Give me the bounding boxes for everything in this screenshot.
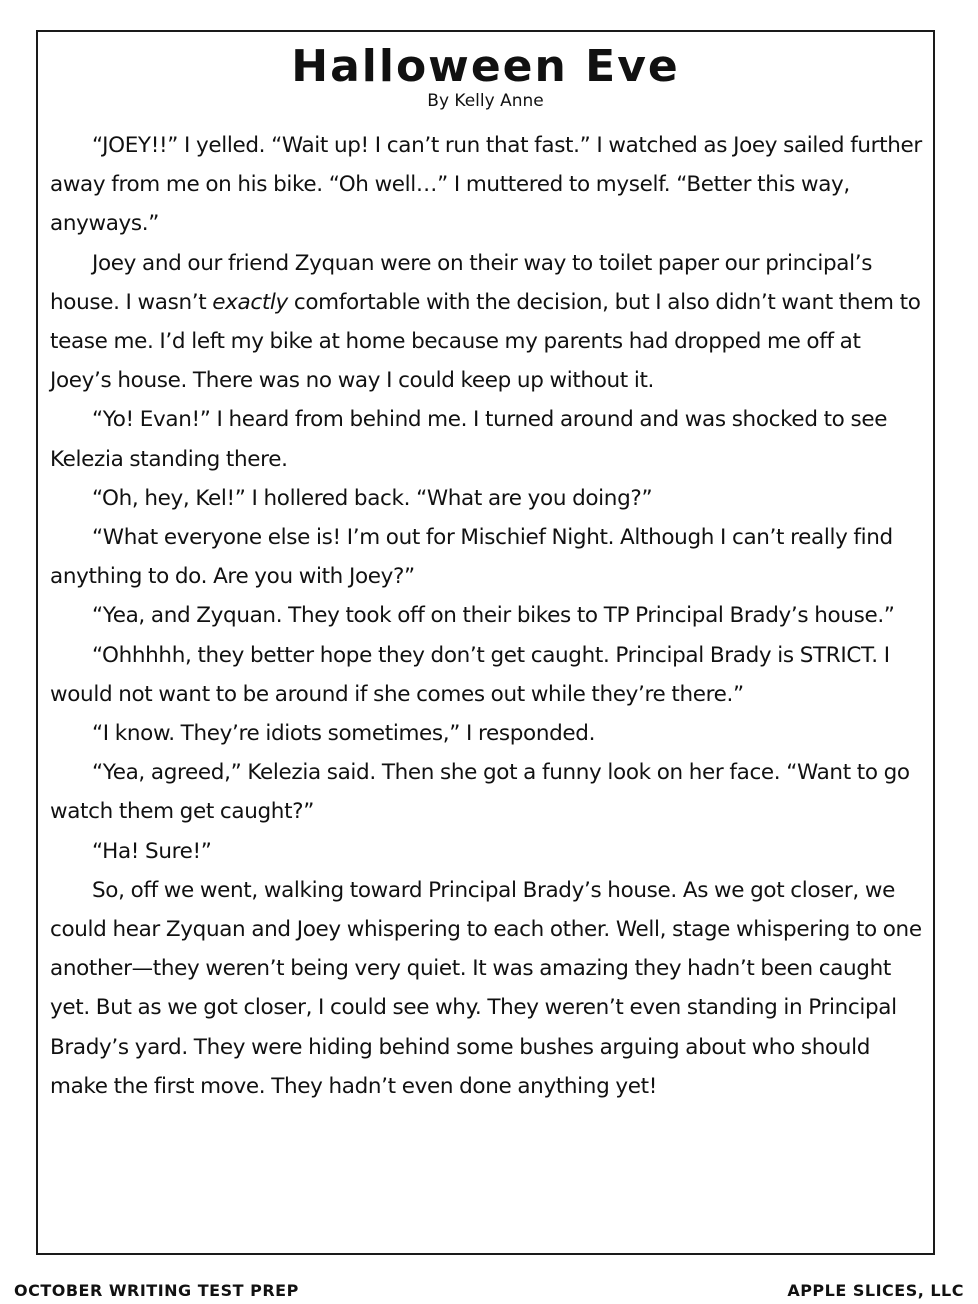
paragraph [50,244,926,401]
paragraph-text: comfortable with the decision, but I also didn’t want them to tease me. I’d left my bike at home because my parents had dropped me off at Joey’s house. There was no way I could keep up without it. [50,289,921,394]
story-byline: By Kelly Anne [427,91,544,111]
paragraph: “Ha! Sure!” [92,838,212,864]
paragraph: “I know. They’re idiots sometimes,” I responded. [92,721,596,747]
paragraph-emphasis: exactly [212,289,288,315]
paragraph: So, off we went, walking toward Principal Brady’s house. As we got closer, we could hear Zyquan and Joey whispering to each other. Well, stage whispering to one another—they weren’t being very quiet. It was amazing they hadn’t been caught yet. But as we got closer, I could see why. They weren’t even standing in Principal Brady’s yard. They were hiding behind some bushes arguing about who should make the first move. They hadn’t even done anything yet! [50,877,922,1099]
footer-publisher-label: APPLE SLICES, LLC [787,1281,964,1300]
paragraph: “Yea, and Zyquan. They took off on their bikes to TP Principal Brady’s house.” [92,603,895,629]
paragraph: “Ohhhhh, they better hope they don’t get caught. Principal Brady is STRICT. I would not want to be around if she comes out while they’re there.” [50,642,890,707]
story-frame [36,30,935,1255]
story-title: Halloween Eve [291,41,680,92]
paragraph: “What everyone else is! I’m out for Mischief Night. Although I can’t really find anything to do. Are you with Joey?” [50,525,893,590]
paragraph-text: Joey and our friend Zyquan were on their way to toilet paper our principal’s house. I wasn’t [50,250,873,315]
paragraph: “JOEY!!” I yelled. “Wait up! I can’t run that fast.” I watched as Joey sailed further away from me on his bike. “Oh well…” I muttered to myself. “Better this way, anyways.” [50,133,922,237]
paragraph: “Yo! Evan!” I heard from behind me. I turned around and was shocked to see Kelezia standing there. [50,407,888,472]
paragraph: “Yea, agreed,” Kelezia said. Then she got a funny look on her face. “Want to go watch them get caught?” [50,760,910,825]
story-body [50,126,926,1106]
footer-series-label: OCTOBER WRITING TEST PREP [14,1281,299,1300]
paragraph: “Oh, hey, Kel!” I hollered back. “What are you doing?” [92,485,653,511]
